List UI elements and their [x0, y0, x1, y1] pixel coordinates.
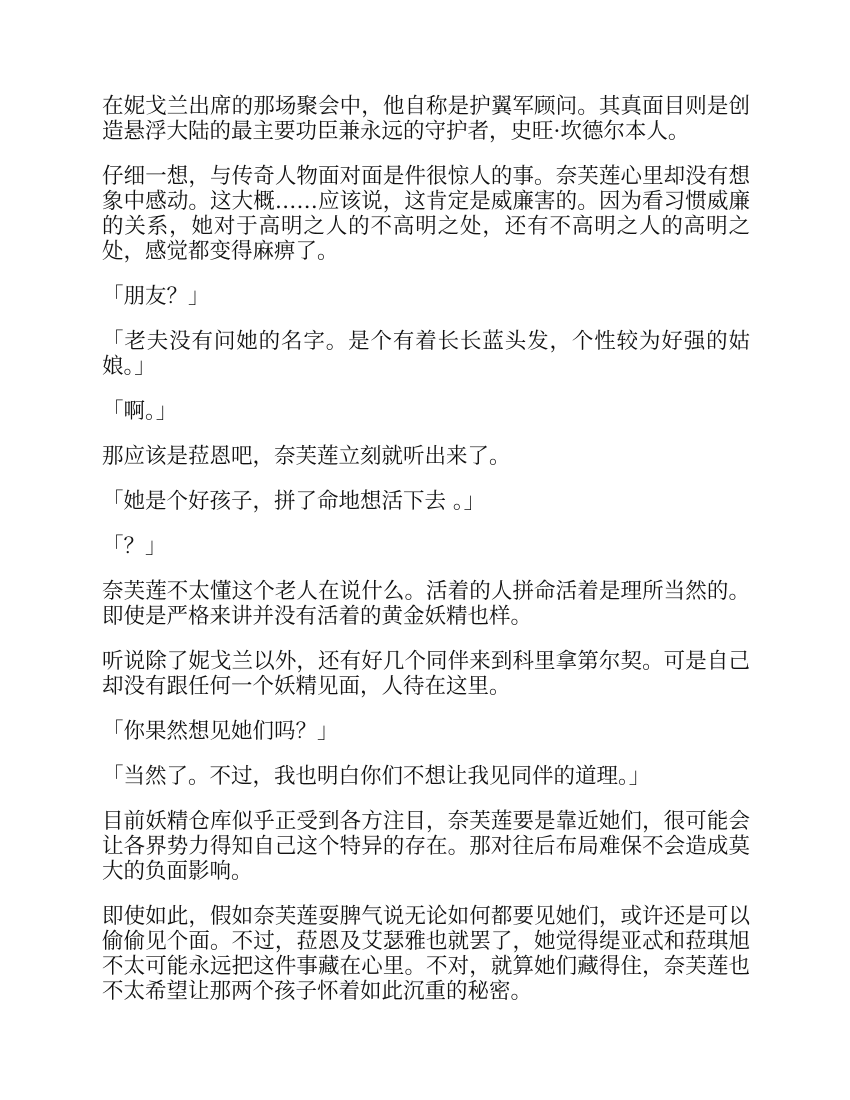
- paragraph-5: 「啊。」: [102, 399, 178, 424]
- paragraph-14: 即使如此，假如奈芙莲耍脾气说无论如何都要见她们，或许还是可以偷偷见个面。不过，菈恩及艾瑟雅也就罢了，她觉得缇亚忒和菈琪旭不太可能永远把这件事藏在心里。不对，就算她们藏得住，奈芙莲也不太希望让那两个孩子怀着如此沉重的秘密。: [102, 904, 750, 1004]
- paragraph-11: 「你果然想见她们吗？」: [102, 719, 339, 744]
- paragraph-1: 在妮戈兰出席的那场聚会中，他自称是护翼军顾问。其真面目则是创造悬浮大陆的最主要功臣兼永远的守护者，史旺·坎德尔本人。: [102, 94, 750, 144]
- paragraph-9: 奈芙莲不太懂这个老人在说什么。活着的人拼命活着是理所当然的。即使是严格来讲并没有活着的黄金妖精也样。: [102, 579, 750, 629]
- paragraph-12: 「当然了。不过，我也明白你们不想让我见同伴的道理。」: [102, 764, 651, 789]
- paragraph-2: 仔细一想，与传奇人物面对面是件很惊人的事。奈芙莲心里却没有想象中感动。这大概……应该说，这肯定是威廉害的。因为看习惯威廉的关系，她对于高明之人的不高明之处，还有不高明之人的高明之处，感觉都变得麻痹了。: [102, 164, 750, 264]
- paragraph-7: 「她是个好孩子，拼了命地想活下去 。」: [102, 489, 486, 514]
- paragraph-13: 目前妖精仓库似乎正受到各方注目，奈芙莲要是靠近她们，很可能会让各界势力得知自己这个特异的存在。那对往后布局难保不会造成莫大的负面影响。: [102, 809, 750, 884]
- document-page: [102, 94, 750, 1024]
- paragraph-3: 「朋友？」: [102, 284, 210, 309]
- paragraph-8: 「？」: [102, 534, 167, 559]
- paragraph-6: 那应该是菈恩吧，奈芙莲立刻就听出来了。: [102, 444, 511, 469]
- paragraph-4: 「老夫没有问她的名字。是个有着长长蓝头发，个性较为好强的姑娘。」: [102, 329, 750, 379]
- paragraph-10: 听说除了妮戈兰以外，还有好几个同伴来到科里拿第尔契。可是自己却没有跟任何一个妖精见面，人待在这里。: [102, 649, 750, 699]
